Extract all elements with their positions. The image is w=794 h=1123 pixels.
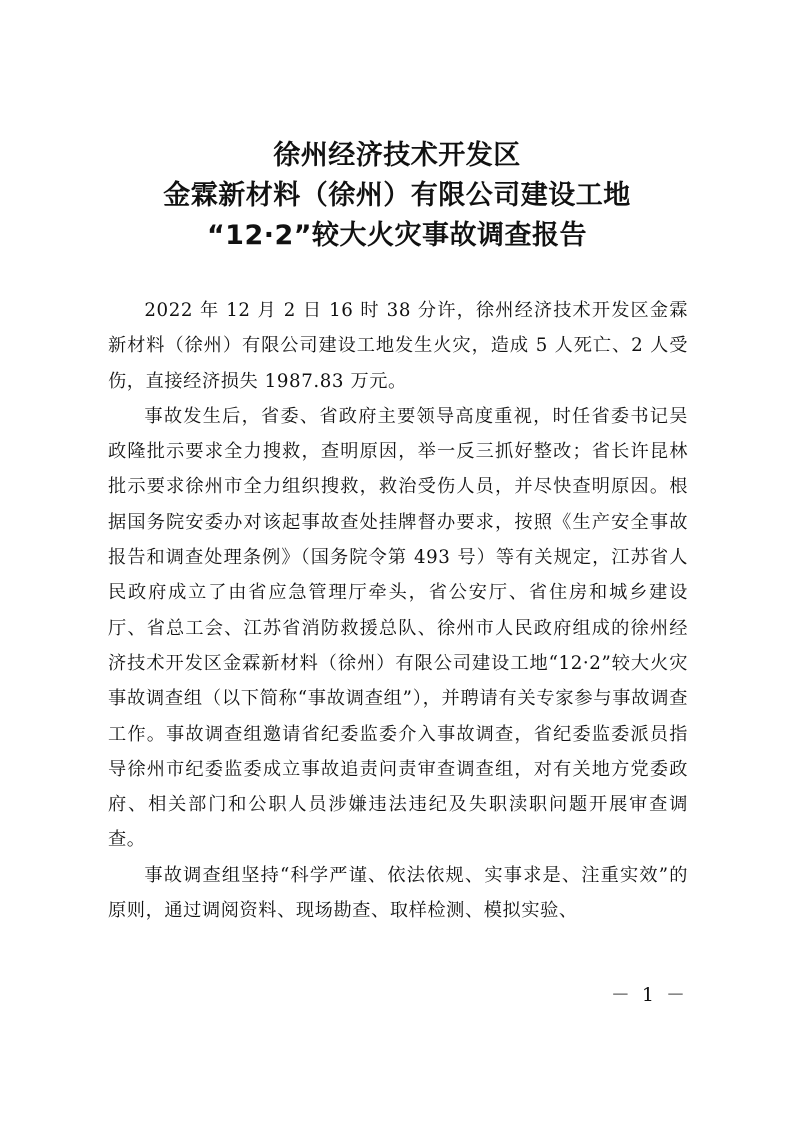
title-line-1: 徐州经济技术开发区	[273, 140, 521, 171]
title-line-2: 金霖新材料（徐州）有限公司建设工地	[163, 180, 631, 211]
title-line-3: “12·2”较大火灾事故调查报告	[206, 220, 588, 251]
report-body	[108, 293, 688, 928]
paragraph-incident-summary: 2022 年 12 月 2 日 16 时 38 分许，徐州经济技术开发区金霖新材料（徐州）有限公司建设工地发生火灾，造成 5 人死亡、2 人受伤，直接经济损失 1987.83 万元。	[108, 300, 688, 392]
page-number: － 1 －	[610, 984, 688, 1006]
paragraph-investigation-principles: 事故调查组坚持“科学严谨、依法依规、实事求是、注重实效”的原则，通过调阅资料、现场勘查、取样检测、模拟实验、	[108, 864, 688, 922]
report-title	[100, 136, 694, 256]
paragraph-response-and-investigation: 事故发生后，省委、省政府主要领导高度重视，时任省委书记吴政隆批示要求全力搜救，查明原因，举一反三抓好整改；省长许昆林批示要求徐州市全力组织搜救，救治受伤人员，并尽快查明原因。根据国务院安委办对该起事故查处挂牌督办要求，按照《生产安全事故报告和调查处理条例》（国务院令第 493 号）等有关规定，江苏省人民政府成立了由省应急管理厅牵头，省公安厅、省住房和城乡建设厅、省总工会、江苏省消防救援总队、徐州市人民政府组成的徐州经济技术开发区金霖新材料（徐州）有限公司建设工地“12·2”较大火灾事故调查组（以下简称“事故调查组”），并聘请有关专家参与事故调查工作。事故调查组邀请省纪委监委介入事故调查，省纪委监委派员指导徐州市纪委监委成立事故追责问责审查调查组，对有关地方党委政府、相关部门和公职人员涉嫌违法违纪及失职渎职问题开展审查调查。	[108, 405, 688, 851]
